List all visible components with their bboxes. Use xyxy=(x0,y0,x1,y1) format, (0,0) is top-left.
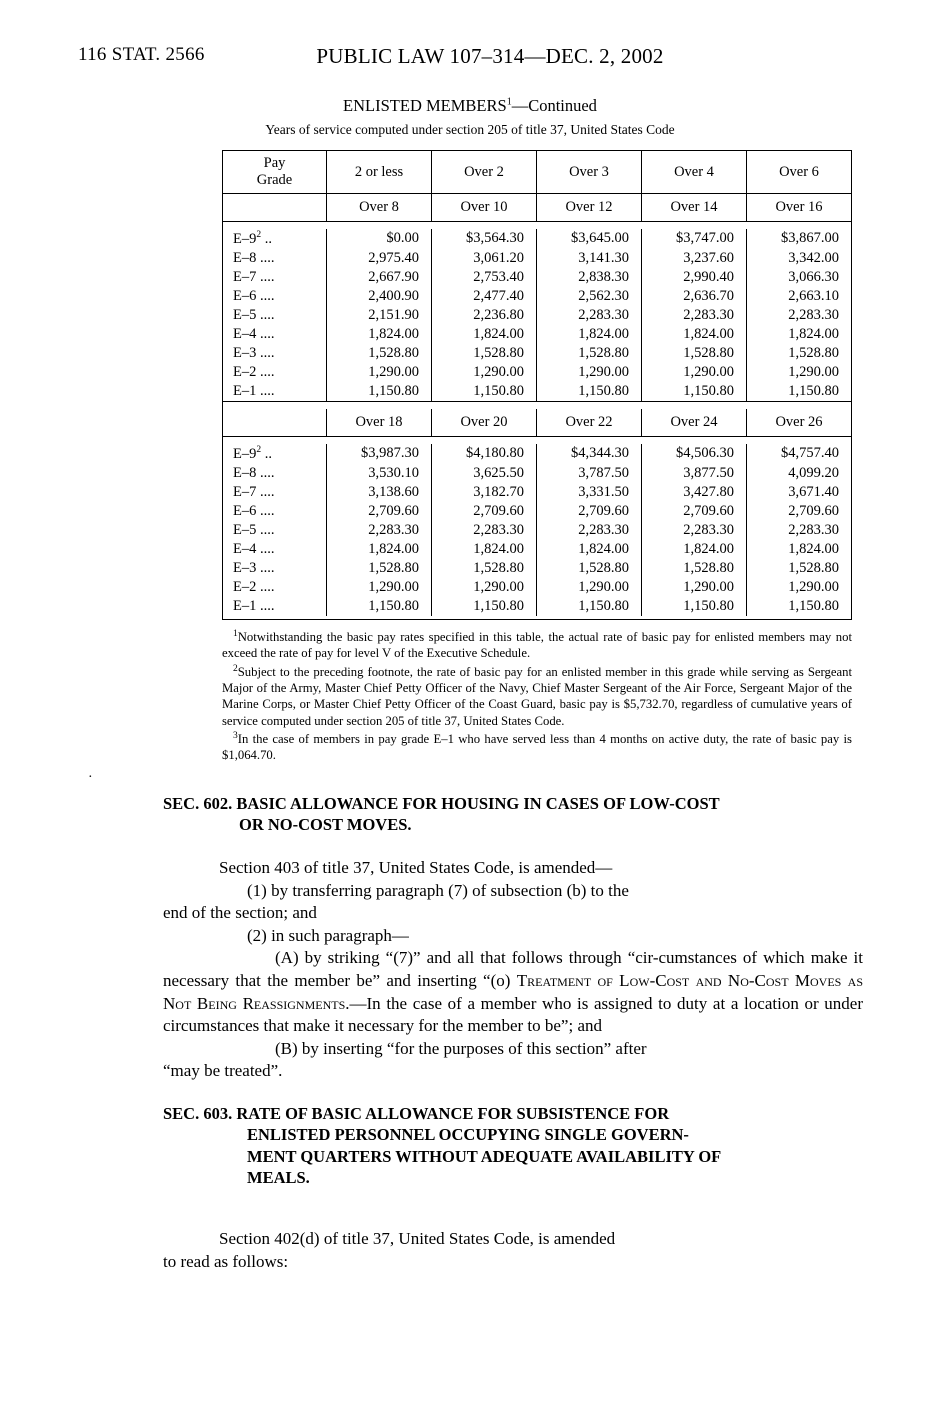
section-602-para-5 xyxy=(163,1038,863,1061)
pay-b-r6-c5: 1,824.00 xyxy=(747,540,852,559)
pay-a-grade-9: E–1 .... xyxy=(223,382,327,402)
pay-a-grade-6: E–4 .... xyxy=(223,325,327,344)
pay-a-r9-c1: 1,150.80 xyxy=(327,382,432,402)
table-row xyxy=(223,287,852,306)
pay-b-r1-c4: $4,506.30 xyxy=(642,444,747,464)
table-header-band3-col4: Over 24 xyxy=(642,409,747,437)
statute-citation: 116 STAT. 2566 xyxy=(78,44,205,65)
pay-a-r5-c2: 2,236.80 xyxy=(432,306,537,325)
pay-b-r2-c1: 3,530.10 xyxy=(327,464,432,483)
section-603-title-line1: RATE OF BASIC ALLOWANCE FOR SUBSISTENCE FOR xyxy=(236,1104,670,1123)
table-row xyxy=(223,382,852,402)
pay-a-r3-c3: 2,838.30 xyxy=(537,268,642,287)
pay-a-r9-c5: 1,150.80 xyxy=(747,382,852,402)
table-row xyxy=(223,344,852,363)
table-title-continued: —Continued xyxy=(511,96,597,115)
footnote-marker-3: 3 xyxy=(233,730,238,741)
pay-b-r5-c3: 2,283.30 xyxy=(537,521,642,540)
pay-b-r3-c5: 3,671.40 xyxy=(747,483,852,502)
pay-b-r8-c5: 1,290.00 xyxy=(747,578,852,597)
pay-a-grade-4: E–6 .... xyxy=(223,287,327,306)
section-603-body xyxy=(163,1228,863,1273)
pay-b-r8-c2: 1,290.00 xyxy=(432,578,537,597)
section-602-para-5-line1: (B) by inserting “for the purposes of this section” after xyxy=(275,1038,647,1058)
pay-b-r9-c5: 1,150.80 xyxy=(747,597,852,616)
pay-b-grade-7: E–3 .... xyxy=(223,559,327,578)
table-row xyxy=(223,502,852,521)
pay-a-grade-3: E–7 .... xyxy=(223,268,327,287)
pay-a-r3-c2: 2,753.40 xyxy=(432,268,537,287)
pay-b-r2-c3: 3,787.50 xyxy=(537,464,642,483)
section-603-title-line2: ENLISTED PERSONNEL OCCUPYING SINGLE GOVERN- xyxy=(247,1125,689,1145)
table-header-band2-col3: Over 12 xyxy=(537,194,642,222)
pay-b-r1-c3: $4,344.30 xyxy=(537,444,642,464)
section-602-para-4-line1: (A) by striking “(7)” and all that follows through “cir- xyxy=(275,948,659,968)
table-header-band2-col2: Over 10 xyxy=(432,194,537,222)
pay-b-grade-9: E–1 .... xyxy=(223,597,327,616)
pay-a-r1-c2: $3,564.30 xyxy=(432,229,537,249)
pay-a-r9-c3: 1,150.80 xyxy=(537,382,642,402)
footnote-marker-2: 2 xyxy=(233,663,238,674)
pay-a-grade-7: E–3 .... xyxy=(223,344,327,363)
pay-a-r9-c2: 1,150.80 xyxy=(432,382,537,402)
section-603-title-line3: MENT QUARTERS WITHOUT ADEQUATE AVAILABILITY OF xyxy=(247,1146,722,1166)
table-header-row-3 xyxy=(223,409,852,437)
pay-a-r7-c5: 1,528.80 xyxy=(747,344,852,363)
pay-b-r6-c1: 1,824.00 xyxy=(327,540,432,559)
pay-a-r1-c1: $0.00 xyxy=(327,229,432,249)
table-title-footnote-marker: 1 xyxy=(506,96,512,108)
section-603-title-line4: MEALS. xyxy=(247,1168,310,1188)
table-header-band1-col5: Over 6 xyxy=(747,151,852,194)
section-603-heading xyxy=(163,1103,863,1189)
pay-b-r8-c4: 1,290.00 xyxy=(642,578,747,597)
pay-b-r3-c3: 3,331.50 xyxy=(537,483,642,502)
section-603-label: SEC. 603. xyxy=(163,1104,233,1123)
pay-b-r9-c4: 1,150.80 xyxy=(642,597,747,616)
pay-b-r1-c5: $4,757.40 xyxy=(747,444,852,464)
pay-a-r4-c3: 2,562.30 xyxy=(537,287,642,306)
footnote-marker-1: 1 xyxy=(233,629,238,639)
margin-dot: · xyxy=(88,770,93,785)
footnote-2: $^2$Subject to the preceding footnote, the rate of basic pay for an enlisted member in this grade while serving as Sergeant Major of the Army, Master Chief Petty Officer of the Navy, Chief Master Sergeant of the Air Force, Sergeant Major of the Marine Corps, or Master Chief Petty Officer of the Coast Guard, basic pay is $5,732.70, regardless of cumulative years of service computed under section 205 of title 37, United States Code. xyxy=(222,663,852,728)
pay-a-r8-c1: 1,290.00 xyxy=(327,363,432,382)
table-row xyxy=(223,521,852,540)
pay-a-r6-c2: 1,824.00 xyxy=(432,325,537,344)
pay-a-r4-c5: 2,663.10 xyxy=(747,287,852,306)
table-row xyxy=(223,268,852,287)
table-header-band3-col3: Over 22 xyxy=(537,409,642,437)
pay-a-r9-c4: 1,150.80 xyxy=(642,382,747,402)
table-footnotes xyxy=(222,628,852,765)
pay-b-grade-8: E–2 .... xyxy=(223,578,327,597)
section-602-smallcaps-heading: Treatment of Low-Cost and No-Cost Moves as Not Being Reassignments xyxy=(163,971,864,1013)
pay-b-grade-4: E–6 .... xyxy=(223,502,327,521)
pay-b-r6-c2: 1,824.00 xyxy=(432,540,537,559)
footnote-1: $^1$Notwithstanding the basic pay rates specified in this table, the actual rate of basic pay for enlisted members may not exceed the rate of pay for level V of the Executive Schedule. xyxy=(222,629,852,661)
table-row xyxy=(223,229,852,249)
table-header-row-1 xyxy=(223,151,852,194)
section-602-para-2 xyxy=(163,880,863,903)
pay-a-r5-c1: 2,151.90 xyxy=(327,306,432,325)
pay-b-r2-c5: 4,099.20 xyxy=(747,464,852,483)
pay-a-r6-c1: 1,824.00 xyxy=(327,325,432,344)
pay-a-r8-c2: 1,290.00 xyxy=(432,363,537,382)
pay-b-grade-5: E–5 .... xyxy=(223,521,327,540)
section-603-para-1-line2: to read as follows: xyxy=(163,1251,289,1271)
pay-a-grade-5: E–5 .... xyxy=(223,306,327,325)
table-row xyxy=(223,597,852,616)
table-header-band1-col4: Over 4 xyxy=(642,151,747,194)
table-row xyxy=(223,483,852,502)
pay-a-grade-1: $E-9^2$ .. xyxy=(223,229,327,249)
pay-a-r1-c5: $3,867.00 xyxy=(747,229,852,249)
pay-b-r3-c2: 3,182.70 xyxy=(432,483,537,502)
pay-b-r8-c3: 1,290.00 xyxy=(537,578,642,597)
pay-b-r5-c2: 2,283.30 xyxy=(432,521,537,540)
table-header-band2-col5: Over 16 xyxy=(747,194,852,222)
section-602-para-2-line1: (1) by transferring paragraph (7) of subsection (b) to the xyxy=(247,880,629,900)
pay-a-r5-c5: 2,283.30 xyxy=(747,306,852,325)
pay-b-r9-c3: 1,150.80 xyxy=(537,597,642,616)
public-law-citation: PUBLIC LAW 107–314—DEC. 2, 2002 xyxy=(316,44,664,68)
pay-b-r7-c3: 1,528.80 xyxy=(537,559,642,578)
table-row xyxy=(223,325,852,344)
section-602-para-4-rest: cumstances of which make it necessary that the member be” and inserting “(o) xyxy=(163,948,863,991)
pay-a-r1-c4: $3,747.00 xyxy=(642,229,747,249)
pay-a-r3-c1: 2,667.90 xyxy=(327,268,432,287)
table-header-band3-col2: Over 20 xyxy=(432,409,537,437)
pay-a-r5-c4: 2,283.30 xyxy=(642,306,747,325)
pay-b-r4-c5: 2,709.60 xyxy=(747,502,852,521)
table-title-main: ENLISTED MEMBERS xyxy=(343,96,507,115)
pay-a-r7-c2: 1,528.80 xyxy=(432,344,537,363)
pay-b-r1-c2: $4,180.80 xyxy=(432,444,537,464)
pay-a-r2-c5: 3,342.00 xyxy=(747,249,852,268)
pay-b-r4-c4: 2,709.60 xyxy=(642,502,747,521)
table-subtitle: Years of service computed under section 205 of title 37, United States Code xyxy=(265,122,675,137)
pay-b-r2-c4: 3,877.50 xyxy=(642,464,747,483)
pay-a-r3-c5: 3,066.30 xyxy=(747,268,852,287)
pay-a-r7-c1: 1,528.80 xyxy=(327,344,432,363)
table-header-band3-grade xyxy=(223,409,327,437)
pay-a-r4-c2: 2,477.40 xyxy=(432,287,537,306)
table-spacer-row xyxy=(223,401,852,409)
section-602-title-line2: OR NO-COST MOVES. xyxy=(239,815,412,835)
table-header-band2-col1: Over 8 xyxy=(327,194,432,222)
pay-b-r3-c4: 3,427.80 xyxy=(642,483,747,502)
table-header-band3-col1: Over 18 xyxy=(327,409,432,437)
section-602-para-2-line2: end of the section; and xyxy=(163,903,317,923)
pay-a-r3-c4: 2,990.40 xyxy=(642,268,747,287)
pay-b-r5-c1: 2,283.30 xyxy=(327,521,432,540)
section-602-para-1: Section 403 of title 37, United States Code, is amended— xyxy=(219,858,613,877)
pay-b-r6-c4: 1,824.00 xyxy=(642,540,747,559)
table-row xyxy=(223,464,852,483)
pay-a-r8-c3: 1,290.00 xyxy=(537,363,642,382)
pay-b-r4-c2: 2,709.60 xyxy=(432,502,537,521)
pay-b-r2-c2: 3,625.50 xyxy=(432,464,537,483)
pay-b-grade-1: $E-9^2$ .. xyxy=(223,444,327,464)
pay-a-r4-c1: 2,400.90 xyxy=(327,287,432,306)
pay-a-r6-c3: 1,824.00 xyxy=(537,325,642,344)
pay-a-r2-c2: 3,061.20 xyxy=(432,249,537,268)
pay-b-r7-c1: 1,528.80 xyxy=(327,559,432,578)
pay-a-r7-c3: 1,528.80 xyxy=(537,344,642,363)
pay-b-r1-c1: $3,987.30 xyxy=(327,444,432,464)
table-spacer-row xyxy=(223,436,852,444)
pay-b-r4-c3: 2,709.60 xyxy=(537,502,642,521)
table-row xyxy=(223,306,852,325)
table-header-row-2 xyxy=(223,194,852,222)
enlisted-pay-table xyxy=(222,150,852,620)
pay-b-r4-c1: 2,709.60 xyxy=(327,502,432,521)
pay-b-r3-c1: 3,138.60 xyxy=(327,483,432,502)
table-row xyxy=(223,363,852,382)
table-row xyxy=(223,578,852,597)
pay-b-r8-c1: 1,290.00 xyxy=(327,578,432,597)
table-spacer-row xyxy=(223,222,852,230)
pay-b-r6-c3: 1,824.00 xyxy=(537,540,642,559)
pay-b-r9-c2: 1,150.80 xyxy=(432,597,537,616)
pay-b-r9-c1: 1,150.80 xyxy=(327,597,432,616)
section-602-para-4 xyxy=(163,947,863,1037)
table-title xyxy=(0,96,940,116)
pay-a-r4-c4: 2,636.70 xyxy=(642,287,747,306)
section-602-heading xyxy=(163,793,863,836)
table-header-band1-col1: 2 or less xyxy=(327,151,432,194)
section-602-para-3: (2) in such paragraph— xyxy=(247,925,409,945)
section-602-para-5-line2: “may be treated”. xyxy=(163,1061,283,1081)
table-header-band1-col3: Over 3 xyxy=(537,151,642,194)
pay-a-r6-c4: 1,824.00 xyxy=(642,325,747,344)
pay-a-r2-c3: 3,141.30 xyxy=(537,249,642,268)
pay-a-r7-c4: 1,528.80 xyxy=(642,344,747,363)
pay-a-r1-c3: $3,645.00 xyxy=(537,229,642,249)
table-header-band2-grade xyxy=(223,194,327,222)
pay-b-grade-2: E–8 .... xyxy=(223,464,327,483)
section-602-label: SEC. 602. xyxy=(163,794,233,813)
table-header-band2-col4: Over 14 xyxy=(642,194,747,222)
table-bottom-rule xyxy=(223,616,852,620)
section-602-body xyxy=(163,857,863,1083)
pay-b-r5-c4: 2,283.30 xyxy=(642,521,747,540)
table-corner-pay-grade: Pay Grade xyxy=(223,151,327,194)
footnote-3: $^3$In the case of members in pay grade E–1 who have served less than 4 months on active duty, the rate of basic pay is $1,064.70. xyxy=(222,730,852,763)
pay-b-r7-c4: 1,528.80 xyxy=(642,559,747,578)
pay-a-r6-c5: 1,824.00 xyxy=(747,325,852,344)
pay-a-r2-c4: 3,237.60 xyxy=(642,249,747,268)
table-row xyxy=(223,249,852,268)
section-603-para-1: Section 402(d) of title 37, United States Code, is amended xyxy=(219,1229,616,1248)
pay-b-r7-c5: 1,528.80 xyxy=(747,559,852,578)
pay-a-r2-c1: 2,975.40 xyxy=(327,249,432,268)
table-row xyxy=(223,444,852,464)
table-header-band3-col5: Over 26 xyxy=(747,409,852,437)
table-row xyxy=(223,540,852,559)
pay-a-grade-8: E–2 .... xyxy=(223,363,327,382)
running-head xyxy=(0,44,940,69)
pay-a-r8-c4: 1,290.00 xyxy=(642,363,747,382)
pay-a-r5-c3: 2,283.30 xyxy=(537,306,642,325)
section-602-title-line1: BASIC ALLOWANCE FOR HOUSING IN CASES OF LOW-COST xyxy=(236,794,720,813)
section-602-para-4-rest2: .—In the case of a member who is assigned to duty at a location or under circumstances that make it necessary for the member to be”; and xyxy=(163,993,863,1036)
pay-b-r5-c5: 2,283.30 xyxy=(747,521,852,540)
pay-a-r8-c5: 1,290.00 xyxy=(747,363,852,382)
pay-a-grade-2: E–8 .... xyxy=(223,249,327,268)
pay-b-grade-6: E–4 .... xyxy=(223,540,327,559)
table-header-band1-col2: Over 2 xyxy=(432,151,537,194)
table-row xyxy=(223,559,852,578)
pay-b-grade-3: E–7 .... xyxy=(223,483,327,502)
pay-b-r7-c2: 1,528.80 xyxy=(432,559,537,578)
